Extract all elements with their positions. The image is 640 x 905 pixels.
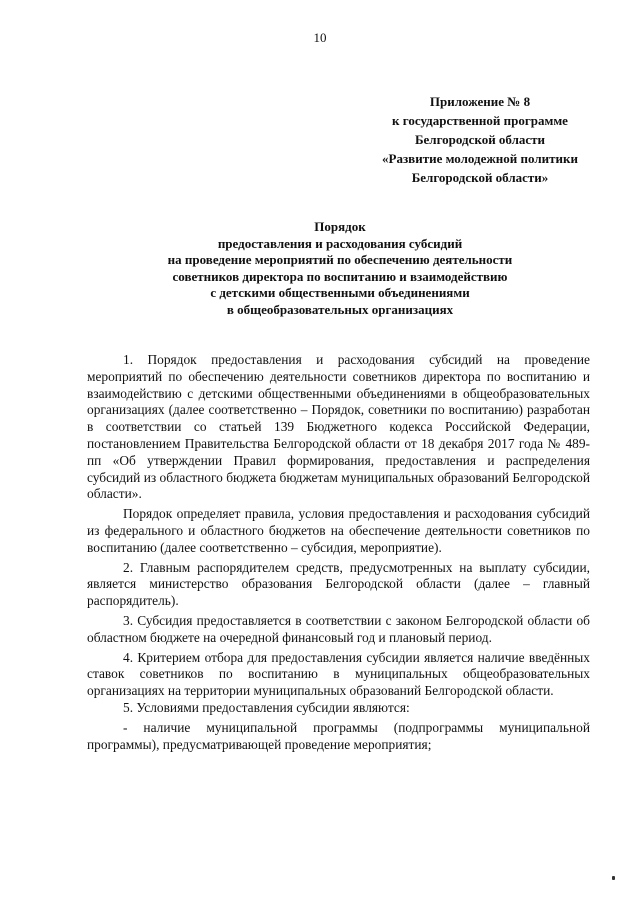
title-line: предоставления и расходования субсидий: [217, 235, 463, 251]
title-line: на проведение мероприятий по обеспечению деятельности: [167, 252, 513, 267]
paragraph-3: 2. Главным распорядителем средств, предусмотренных на выплату субсидии, является министерство образования Белгородской области (далее – главный распорядитель).: [87, 559, 590, 609]
appendix-line: «Развитие молодежной политики: [382, 151, 578, 166]
appendix-line: Белгородской области»: [411, 170, 549, 185]
paragraph-4: 3. Субсидия предоставляется в соответствии с законом Белгородской области об областном бюджете на очередной финансовый год и плановый период.: [87, 612, 590, 645]
paragraph-7: - наличие муниципальной программы (подпрограммы муниципальной программы), предусматривающей проведение мероприятия;: [87, 719, 590, 752]
paragraph-6: 5. Условиями предоставления субсидии являются:: [123, 699, 410, 715]
appendix-header: [345, 92, 615, 187]
title-line: советников директора по воспитанию и взаимодействию: [172, 268, 508, 284]
title-line: в общеобразовательных организациях: [226, 301, 454, 317]
document-body: [87, 352, 590, 753]
appendix-line: Белгородской области: [414, 132, 546, 147]
title-line: Порядок: [314, 219, 366, 234]
paragraph-2: Порядок определяет правила, условия предоставления и расходования субсидий из федерального и областного бюджетов на обеспечение деятельности советников по воспитанию (далее соответственно – субсидия, мероприятие).: [87, 506, 590, 555]
appendix-line: Приложение № 8: [429, 94, 531, 109]
document-title: [60, 219, 620, 318]
appendix-line: к государственной программе: [392, 113, 568, 128]
paragraph-5: 4. Критерием отбора для предоставления субсидии является наличие введённых ставок советников по воспитанию в муниципальных общеобразовательных организациях на территории муниципальных образований Белгородской области.: [87, 649, 590, 699]
scan-speck-mark: [612, 876, 615, 880]
page-number: 10: [313, 30, 327, 45]
title-line: с детскими общественными объединениями: [210, 285, 470, 300]
paragraph-1: 1. Порядок предоставления и расходования субсидий на проведение мероприятий по обеспечению деятельности советников директора по воспитанию и взаимодействию с детскими общественными объединениями в общеобразовательных организациях (далее соответственно – Порядок, советники по воспитанию) разработан в соответствии со статьей 139 Бюджетного кодекса Российской Федерации, постановлением Правительства Белгородской области от 18 декабря 2017 года № 489-пп «Об утверждении Правил формирования, предоставления и распределения субсидий из областного бюджета бюджетам муниципальных образований Белгородской области».: [87, 352, 590, 502]
